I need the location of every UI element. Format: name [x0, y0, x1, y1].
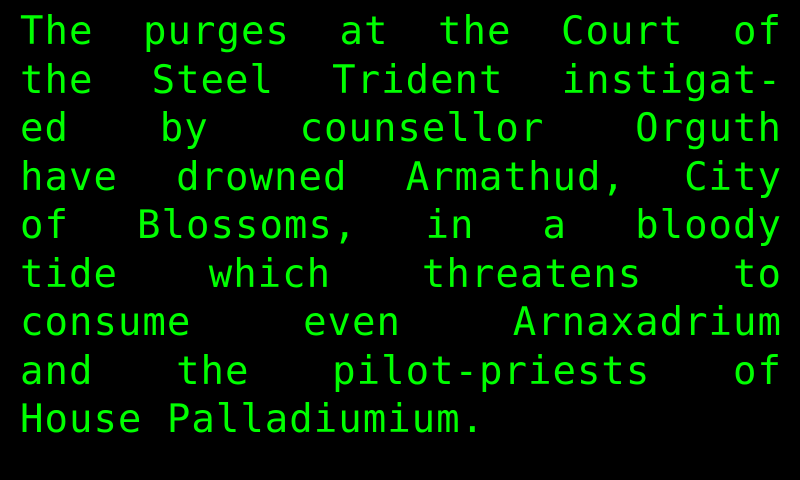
story-line: ed by counsellor Orguth [20, 106, 782, 151]
story-line: tide which threatens to [20, 251, 782, 297]
story-line: The purges at the Court of [20, 9, 782, 54]
story-line: of Blossoms, in a bloody [20, 203, 782, 248]
story-text [20, 8, 782, 445]
story-line: consume even Arnaxadrium [20, 300, 782, 345]
story-line: House Palladiumium. [20, 397, 486, 442]
story-line: the Steel Trident instigat- [20, 57, 782, 103]
story-line: and the pilot-priests of [20, 348, 782, 394]
story-line: have drowned Armathud, City [20, 154, 782, 200]
